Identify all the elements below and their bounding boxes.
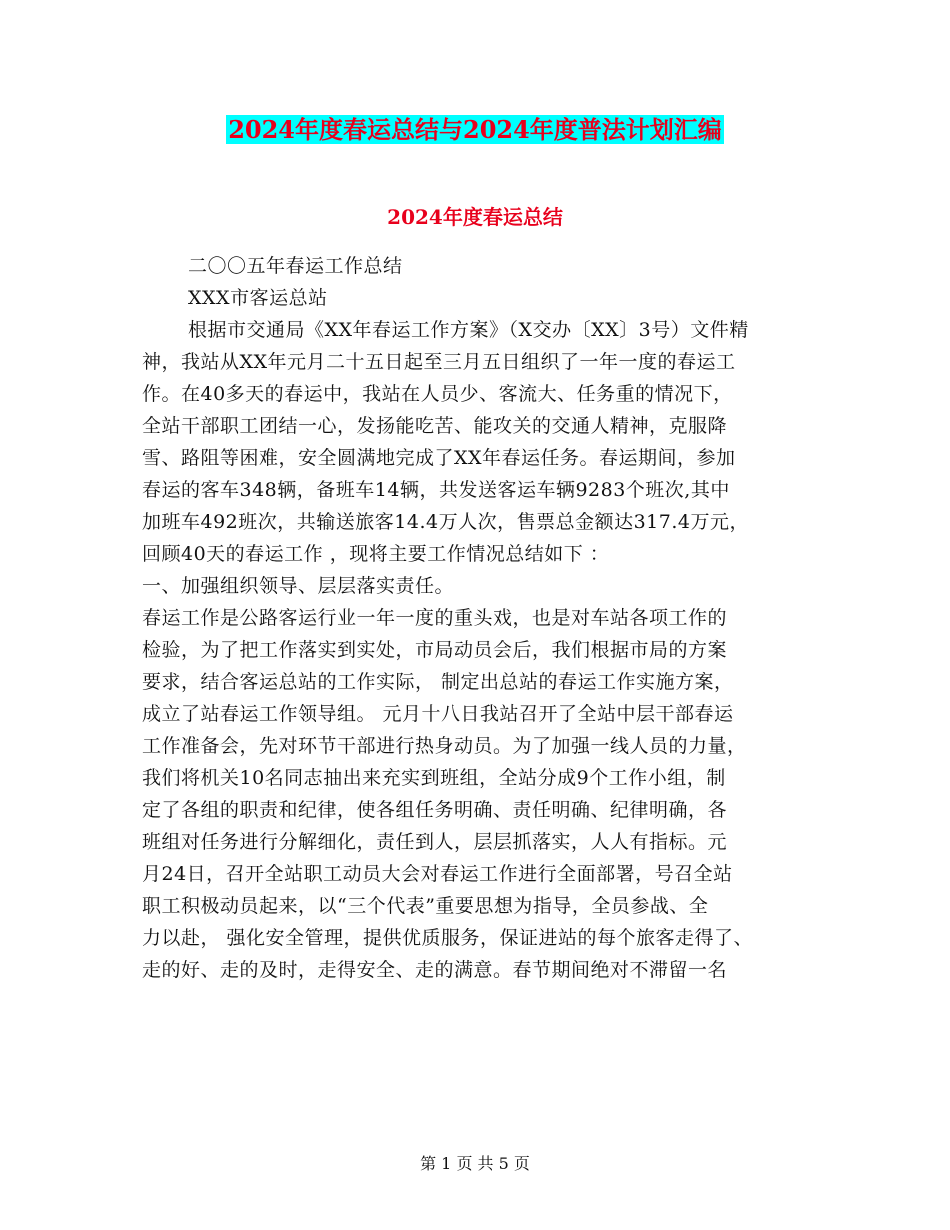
body-line: 要求，结合客运总站的工作实际， 制定出总站的春运工作实施方案， — [142, 671, 734, 693]
page-footer: 第 1 页 共 5 页 — [420, 1154, 530, 1173]
body-line: 二〇〇五年春运工作总结 — [188, 255, 403, 277]
body-line: 工作准备会，先对环节干部进行热身动员。为了加强一线人员的力量， — [142, 735, 747, 757]
body-line: 班组对任务进行分解细化，责任到人，层层抓落实，人人有指标。元 — [142, 831, 728, 853]
body-line: 回顾40天的春运工作 ，现将主要工作情况总结如下 ： — [142, 543, 610, 565]
document-title-text: 2024年度春运总结与2024年度普法计划汇编 — [228, 115, 722, 144]
body-line: 我们将机关10名同志抽出来充实到班组，全站分成9个工作小组，制 — [142, 767, 726, 789]
body-line: 雪、路阻等困难，安全圆满地完成了XX年春运任务。春运期间，参加 — [142, 447, 736, 469]
body-line: 全站干部职工团结一心，发扬能吃苦、能攻关的交通人精神，克服降 — [142, 415, 728, 437]
body-line: 加班车492班次，共输送旅客14.4万人次，售票总金额达317.4万元， — [142, 511, 749, 533]
body-line: 月24日，召开全站职工动员大会对春运工作进行全面部署，号召全站 — [142, 863, 733, 885]
body-line: 春运的客车348辆，备班车14辆，共发送客运车辆9283个班次,其中 — [142, 479, 730, 501]
body-line: 成立了站春运工作领导组。 元月十八日我站召开了全站中层干部春运 — [142, 703, 734, 725]
body-line: 走的好、走的及时，走得安全、走的满意。春节期间绝对不滞留一名 — [142, 959, 728, 981]
section-title: 2024年度春运总结 — [387, 205, 563, 229]
document-title — [0, 113, 950, 147]
body-line: 作。在40多天的春运中，我站在人员少、客流大、任务重的情况下， — [142, 383, 733, 405]
body-line: 力以赴， 强化安全管理，提供优质服务，保证进站的每个旅客走得了、 — [142, 927, 754, 949]
body-line: 定了各组的职责和纪律，使各组任务明确、责任明确、纪律明确，各 — [142, 799, 728, 821]
document-body — [142, 250, 822, 986]
body-line: XXX市客运总站 — [188, 287, 328, 309]
body-line: 检验，为了把工作落实到实处，市局动员会后，我们根据市局的方案 — [142, 639, 728, 661]
body-line: 职工积极动员起来，以“三个代表”重要思想为指导，全员参战、全 — [142, 895, 709, 917]
body-line: 春运工作是公路客运行业一年一度的重头戏，也是对车站各项工作的 — [142, 607, 728, 629]
body-line: 根据市交通局《XX年春运工作方案》（X交办〔XX〕3号）文件精 — [188, 319, 749, 341]
body-line: 神，我站从XX年元月二十五日起至三月五日组织了一年一度的春运工 — [142, 351, 736, 373]
body-line: 一、加强组织领导、层层落实责任。 — [142, 575, 455, 597]
